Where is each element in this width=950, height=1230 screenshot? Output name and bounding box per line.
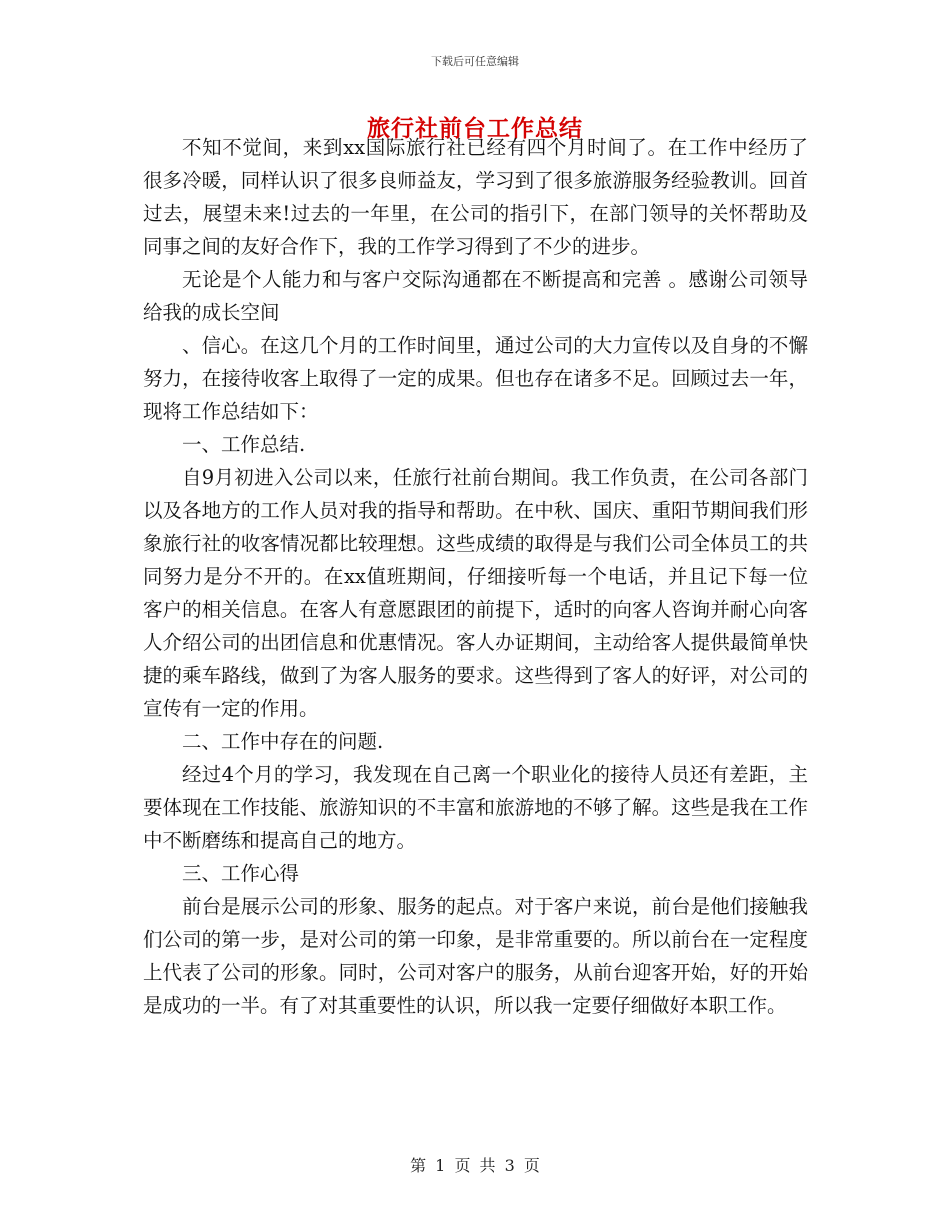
section-heading-work-summary: 一、工作总结. [182,433,306,456]
section-heading-insights: 三、工作心得 [182,862,300,885]
page-number: 第 1 页 共 3 页 [410,1156,540,1175]
document-body [143,131,808,1022]
paragraph-thanks: 无论是个人能力和与客户交际沟通都在不断提高和完善 。感谢公司领导给我的成长空间 [143,268,808,324]
paragraph-work-summary: 自9月初进入公司以来，任旅行社前台期间。我工作负责，在公司各部门以及各地方的工作人员对我的指导和帮助。在中秋、国庆、重阳节期间我们形象旅行社的收客情况都比较理想。这些成绩的取得是与我们公司全体员工的共同努力是分不开的。在xx值班期间，仔细接听每一个电话，并且记下每一位客户的相关信息。在客人有意愿跟团的前提下，适时的向客人咨询并耐心向客人介绍公司的出团信息和优惠情况。客人办证期间，主动给客人提供最简单快捷的乘车路线，做到了为客人服务的要求。这些得到了客人的好评，对公司的宣传有一定的作用。 [143,466,808,720]
paragraph-intro: 不知不觉间，来到xx国际旅行社已经有四个月时间了。在工作中经历了很多冷暖，同样认识了很多良师益友，学习到了很多旅游服务经验教训。回首过去，展望未来!过去的一年里，在公司的指引下，在部门领导的关怀帮助及同事之间的友好合作下，我的工作学习得到了不少的进步。 [143,136,808,258]
paragraph-insights: 前台是展示公司的形象、服务的起点。对于客户来说，前台是他们接触我们公司的第一步，是对公司的第一印象，是非常重要的。所以前台在一定程度上代表了公司的形象。同时，公司对客户的服务，从前台迎客开始，好的开始是成功的一半。有了对其重要性的认识，所以我一定要仔细做好本职工作。 [143,895,808,1017]
paragraph-confidence: 、信心。在这几个月的工作时间里，通过公司的大力宣传以及自身的不懈努力，在接待收客上取得了一定的成果。但也存在诸多不足。回顾过去一年，现将工作总结如下： [143,334,808,423]
section-heading-problems: 二、工作中存在的问题. [182,730,384,753]
paragraph-problems: 经过4个月的学习，我发现在自己离一个职业化的接待人员还有差距，主要体现在工作技能、旅游知识的不丰富和旅游地的不够了解。这些是我在工作中不断磨练和提高自己的地方。 [143,763,808,852]
document-title: 旅行社前台工作总结 [367,115,583,142]
header-note: 下载后可任意编辑 [431,55,519,68]
